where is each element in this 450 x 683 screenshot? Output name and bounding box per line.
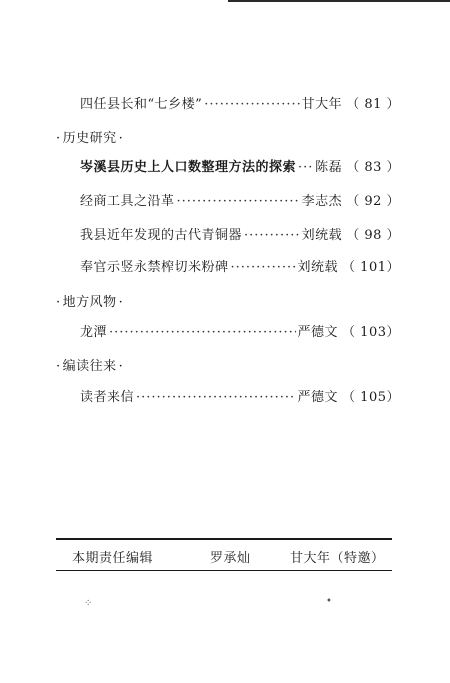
entry-author: 刘统载 [297,260,339,275]
entry-page: （ 105） [342,390,400,405]
toc-entry[interactable] [80,93,400,113]
dot-leader [109,325,296,340]
bullet-icon: · [56,131,61,146]
section-heading [56,355,123,374]
scan-speck-icon: • [326,596,332,607]
section-title: 编读往来 [62,359,117,374]
entry-author: 严德文 [297,325,339,340]
entry-page: （ 81 ） [346,97,400,112]
bullet-icon: · [56,359,61,374]
entry-title: 经商工具之沿革 [80,194,175,209]
section-title: 地方风物 [62,295,117,310]
toc-entry[interactable] [80,321,400,341]
entry-title: 四任县长和“七乡楼” [80,97,203,112]
entry-page: （ 92 ） [346,194,400,209]
entry-title: 我县近年发现的古代青铜器 [80,228,243,243]
editors-label: 本期责任编辑 [72,551,154,566]
toc-entry[interactable] [80,190,400,210]
dot-leader [298,160,313,175]
bullet-icon: · [118,295,124,310]
bullet-icon: · [56,295,61,310]
section-heading [56,291,123,310]
entry-page: （ 98 ） [346,228,400,243]
editor-name: 罗承灿 [210,551,251,566]
toc-entry[interactable] [80,256,400,276]
toc-entry[interactable] [80,156,400,176]
editor-top-rule [56,538,392,540]
dot-leader [177,194,300,209]
entry-page: （ 83 ） [346,160,400,175]
entry-author: 陈磊 [315,160,343,175]
bullet-icon: · [118,359,124,374]
editor-name: 甘大年（特邀） [290,551,385,566]
dot-leader [231,260,296,275]
entry-author: 刘统载 [301,228,343,243]
entry-author: 李志杰 [301,194,343,209]
bullet-icon: · [118,131,124,146]
dot-leader [136,390,296,405]
editor-bottom-rule [56,570,392,571]
entry-title: 奉官示竖永禁榨切米粉碑 [80,260,229,275]
dot-leader [204,97,299,112]
top-edge-rule [228,0,450,2]
entry-author: 严德文 [297,390,339,405]
toc-entry[interactable] [80,224,400,244]
scan-speck-icon: ⁘ [84,598,93,609]
entry-page: （ 103） [342,325,400,340]
section-title: 历史研究 [62,131,117,146]
entry-author: 甘大年 [301,97,343,112]
entry-title: 读者来信 [80,390,135,405]
entry-title: 龙潭 [80,325,108,340]
toc-entry[interactable] [80,386,400,406]
entry-page: （ 101） [342,260,400,275]
section-heading [56,127,123,146]
dot-leader [244,228,300,243]
entry-title: 岑溪县历史上人口数整理方法的探索 [80,160,297,175]
